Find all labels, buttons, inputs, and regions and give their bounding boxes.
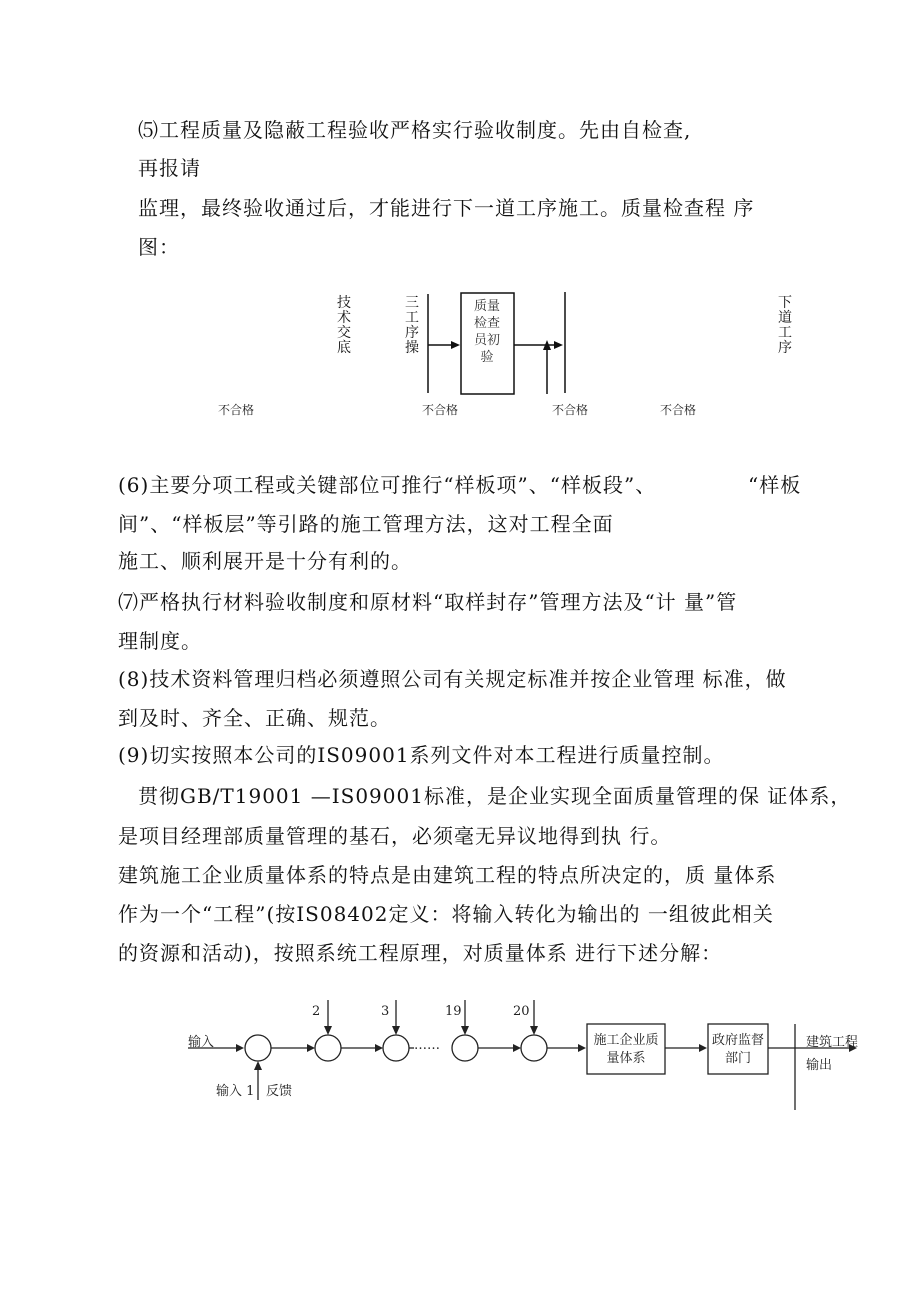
connector-2-3-head <box>375 1044 383 1052</box>
connector-box1-box2-head <box>699 1044 707 1052</box>
node-label-2: 2 <box>312 1004 321 1019</box>
paragraph-9-line-1: (9)切实按照本公司的IS09001系列文件对本工程进行质量控制。 <box>118 743 725 767</box>
quality-system-line-2: 作为一个“工程”(按IS08402定义：将输入转化为输出的 一组彼此相关 <box>118 902 774 926</box>
paragraph-7-line-1: ⑺严格执行材料验收制度和原材料“取样封存”管理方法及“计 量”管 <box>118 590 738 614</box>
input-arrow-20-head <box>530 1026 538 1035</box>
input-arrow-3-head <box>392 1026 400 1035</box>
process-node-2 <box>315 1035 341 1061</box>
feedback-arrow-head <box>254 1061 262 1070</box>
paragraph-8-line-1: (8)技术资料管理归档必须遵照公司有关规定标准并按企业管理 标准，做 <box>118 667 787 691</box>
reject-label-2: 不合格 <box>422 403 459 417</box>
step-technical-briefing: 技术交底 <box>337 295 351 356</box>
connector-20-box1-head <box>578 1044 586 1052</box>
enterprise-quality-system-label: 施工企业质量体系 <box>593 1033 659 1066</box>
node-label-20: 20 <box>513 1004 530 1019</box>
box-inspector-initial-check: 质量检查员初验 <box>473 299 500 365</box>
paragraph-6-line-1: (6)主要分项工程或关键部位可推行“样板项”、“样板段”、 <box>118 473 657 497</box>
ellipsis: …… <box>414 1038 440 1053</box>
process-node-3 <box>383 1035 409 1061</box>
paragraph-5-line-4: 图： <box>138 235 180 259</box>
quality-system-line-1: 建筑施工企业质量体系的特点是由建筑工程的特点所决定的，质 量体系 <box>118 863 777 887</box>
process-node-19 <box>452 1035 478 1061</box>
reject-label-3: 不合格 <box>552 403 589 417</box>
gb-standard-line-1: 贯彻GB/T19001 —IS09001标准，是企业实现全面质量管理的保 证体系， <box>138 784 852 808</box>
paragraph-5-line-2: 再报请 <box>138 156 201 180</box>
quality-system-line-3: 的资源和活动)，按照系统工程原理，对质量体系 进行下述分解： <box>118 941 723 965</box>
output-label: 输出 <box>806 1058 833 1073</box>
connector-19-20-head <box>513 1044 521 1052</box>
input-label: 输入 <box>188 1035 215 1050</box>
paragraph-8-line-2: 到及时、齐全、正确、规范。 <box>118 706 391 730</box>
input-arrow-19-head <box>461 1026 469 1035</box>
reject-label-4: 不合格 <box>660 403 697 417</box>
paragraph-6-line-3: 施工、顺利展开是十分有利的。 <box>118 549 412 573</box>
process-node-20 <box>521 1035 547 1061</box>
paragraph-5-line-3: 监理，最终验收通过后，才能进行下一道工序施工。质量检查程 序 <box>138 196 755 220</box>
input-arrow-2-head <box>324 1026 332 1035</box>
node-label-3: 3 <box>381 1004 390 1019</box>
process-node-1 <box>245 1035 271 1061</box>
step-three-process-operation: 三工序操 <box>405 295 419 356</box>
paragraph-5-line-1: ⑸工程质量及隐蔽工程验收严格实行验收制度。先由自检查, <box>138 118 692 142</box>
node-label-19: 19 <box>445 1004 462 1019</box>
feedback-label: 反馈 <box>266 1084 293 1099</box>
paragraph-7-line-2: 理制度。 <box>118 629 202 653</box>
government-supervision-label: 政府监督部门 <box>711 1033 764 1066</box>
gb-standard-line-2: 是项目经理部质量管理的基石，必须毫无异议地得到执 行。 <box>118 824 672 848</box>
input-arrow-head <box>236 1044 244 1052</box>
input-1-label: 输入 1 <box>216 1084 255 1099</box>
connector-1-2-head <box>307 1044 315 1052</box>
paragraph-6-line-2: 间”、“样板层”等引路的施工管理方法，这对工程全面 <box>118 512 614 536</box>
reject-label-1: 不合格 <box>218 403 255 417</box>
paragraph-6-line-1-end: “样板 <box>748 473 802 497</box>
step-next-process: 下道工序 <box>778 295 792 356</box>
output-construction-label: 建筑工程 <box>806 1035 859 1050</box>
